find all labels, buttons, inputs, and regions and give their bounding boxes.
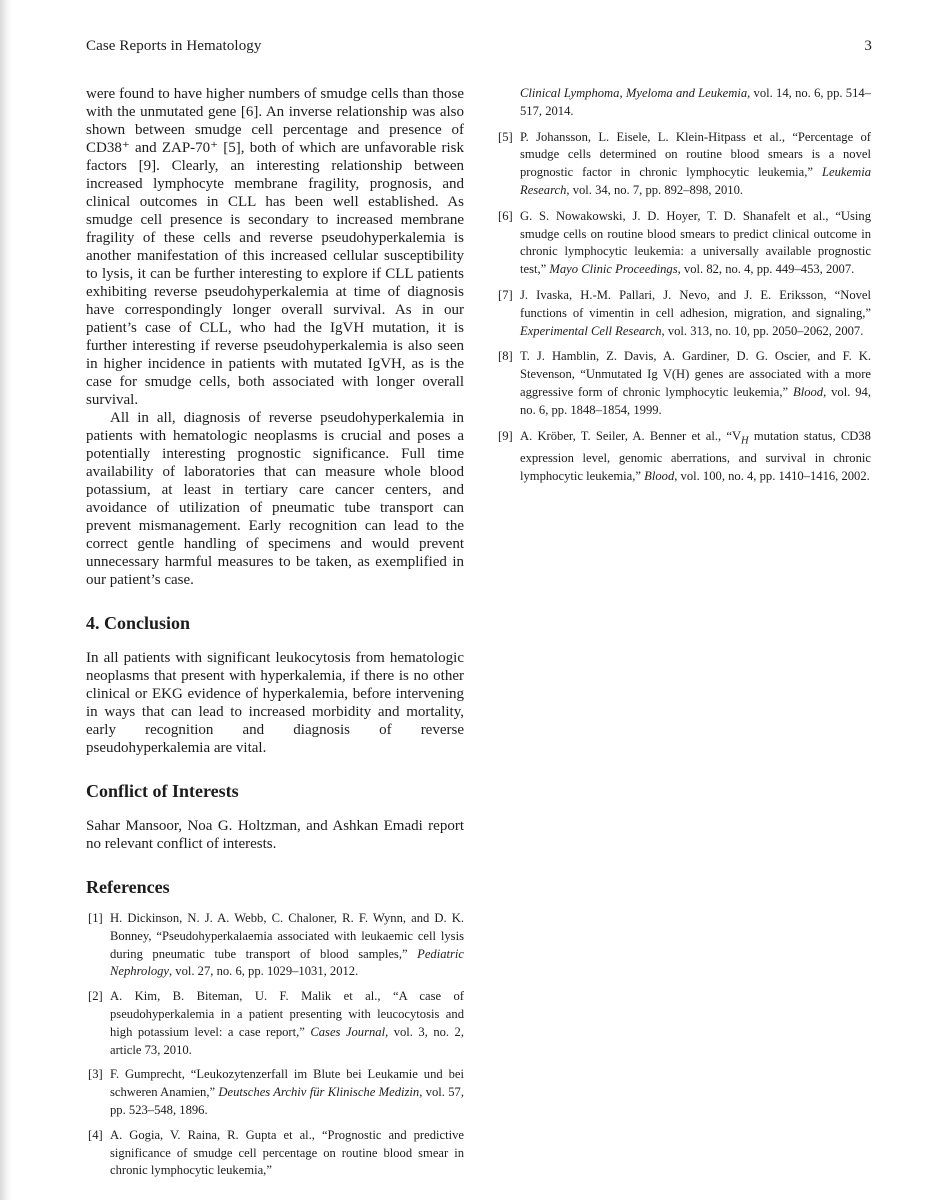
reference-item (86, 910, 464, 981)
body-paragraph-1: were found to have higher numbers of smudge cells than those with the unmutated gene [6]. An inverse relationship was also shown between smudge cell percentage and presence of CD38⁺ and ZAP-70⁺ [5], both of which are unfavorable risk factors [9]. Clearly, an interesting relationship between increased lymphocyte membrane fragility, prognosis, and clinical outcomes in CLL has been well established. As smudge cell presence is secondary to increased membrane fragility of these cells and reverse pseudohyperkalemia is another manifestation of this increased cellular susceptibility to lysis, it can be further interesting to explore if CLL patients exhibiting reverse pseudohyperkalemia at time of diagnosis have correspondingly longer overall survival. As in our patient’s case of CLL, who had the IgVH mutation, it is further interesting if reverse pseudohyperkalemia is also seen in higher incidence in patients with mutated IgVH, as is the case for smudge cells, both associated with longer overall survival. (86, 86, 464, 408)
reference-details: , vol. 82, no. 4, pp. 449–453, 2007. (677, 262, 855, 277)
reference-journal: Leukemia Research (520, 165, 871, 197)
reference-item (496, 129, 871, 200)
reference-number: [7] (498, 287, 513, 302)
reference-details: , vol. 57, pp. 523–548, 1896. (110, 1085, 464, 1117)
reference-journal: Mayo Clinic Proceedings (549, 262, 678, 277)
reference-journal: Cases Journal (310, 1024, 386, 1039)
reference-item (496, 428, 871, 486)
reference-number: [3] (88, 1067, 103, 1082)
reference-item (496, 287, 871, 340)
reference-details: , vol. 313, no. 10, pp. 2050–2062, 2007. (661, 323, 864, 338)
references-heading: References (86, 877, 170, 897)
conflict-heading: Conflict of Interests (86, 781, 239, 801)
reference-journal: Experimental Cell Research (520, 323, 662, 338)
reference-details: , vol. 34, no. 7, pp. 892–898, 2010. (566, 182, 744, 197)
reference-number: [2] (88, 989, 103, 1004)
right-column (496, 85, 871, 493)
journal-title: Case Reports in Hematology (86, 38, 262, 54)
reference-text: G. S. Nowakowski, J. D. Hoyer, T. D. Shanafelt et al., “Using smudge cells on routine blood smears to predict clinical outcome in chronic lymphocytic leukemia: a universally available prognostic test,” (520, 208, 871, 277)
reference-journal: Pediatric Nephrology (110, 946, 464, 979)
reference-text-cont: mutation status, CD38 expression level, genomic aberrations, and survival in chronic lymphocytic leukemia,” (520, 428, 871, 483)
reference-number: [1] (88, 911, 103, 925)
reference-journal: Blood (793, 384, 824, 399)
reference-text: P. Johansson, L. Eisele, L. Klein-Hitpass et al., “Percentage of smudge cells determined on routine blood smears is a novel prognostic factor in chronic lymphocytic leukemia,” (520, 129, 871, 180)
reference-number: [5] (498, 129, 513, 144)
reference-details: , vol. 27, no. 6, pp. 1029–1031, 2012. (169, 964, 359, 979)
reference-number: [8] (498, 349, 513, 364)
reference-item (496, 348, 871, 419)
reference-text: T. J. Hamblin, Z. Davis, A. Gardiner, D. G. Oscier, and F. K. Stevenson, “Unmutated Ig V(H) genes are associated with a more aggressive form of chronic lymphocytic leukemia,” (520, 349, 871, 399)
conclusion-paragraph: In all patients with significant leukocytosis from hematologic neoplasms that present with hyperkalemia, if there is no other clinical or EKG evidence of hyperkalemia, before intervening in ways that can lead to increased morbidity and mortality, early recognition and diagnosis of reverse pseudohyperkalemia are vital. (86, 650, 464, 756)
reference-number: [4] (88, 1127, 103, 1142)
reference-item (496, 208, 871, 279)
reference-journal: Blood (644, 468, 675, 483)
reference-item (86, 1066, 464, 1119)
page-edge-shadow (0, 0, 12, 1200)
left-column (86, 85, 464, 589)
reference-item (86, 1127, 464, 1180)
reference-text: A. Gogia, V. Raina, R. Gupta et al., “Prognostic and predictive significance of smudge cell percentage on routine blood smear in chronic lymphocytic leukemia,” (110, 1127, 464, 1178)
body-paragraph-2: All in all, diagnosis of reverse pseudohyperkalemia in patients with hematologic neoplasms is crucial and poses a potentially interesting prognostic significance. Full time availability of laboratories that can measure whole blood potassium, at least in tertiary care cancer centers, and avoidance of utilization of pneumatic tube transport can prevent mismanagement. Early recognition can lead to the correct gentle handling of specimens and would prevent unnecessary harmful measures to be taken, as exemplified in our patient’s case. (86, 410, 464, 588)
reference-number: [9] (498, 428, 513, 443)
references-list-left (86, 910, 464, 1187)
reference-text: A. Kröber, T. Seiler, A. Benner et al., “V (520, 428, 742, 443)
reference-continuation (496, 85, 871, 121)
reference-details: , vol. 94, no. 6, pp. 1848–1854, 1999. (520, 384, 871, 417)
references-list-right (496, 129, 871, 486)
reference-number: [6] (498, 208, 513, 223)
reference-text: J. Ivaska, H.-M. Pallari, J. Nevo, and J. E. Eriksson, “Novel functions of vimentin in cell adhesion, migration, and signaling,” (520, 287, 871, 320)
reference-item (86, 988, 464, 1059)
reference-subscript: H (741, 435, 749, 447)
conflict-paragraph: Sahar Mansoor, Noa G. Holtzman, and Ashkan Emadi report no relevant conflict of interests. (86, 818, 464, 852)
reference-text: A. Kim, B. Biteman, U. F. Malik et al., “A case of pseudohyperkalemia in a patient presenting with leucocytosis and high potassium level: a case report,” (110, 989, 464, 1039)
reference-details: , vol. 100, no. 4, pp. 1410–1416, 2002. (674, 468, 870, 483)
reference-text: H. Dickinson, N. J. A. Webb, C. Chaloner, R. F. Wynn, and D. K. Bonney, “Pseudohyperkalaemia associated with leukaemic cell lysis during pneumatic tube transport of blood samples,” (110, 911, 464, 961)
conclusion-heading: 4. Conclusion (86, 613, 191, 633)
reference-details: , vol. 3, no. 2, article 73, 2010. (110, 1024, 464, 1057)
page-number: 3 (864, 38, 872, 54)
reference-details: , vol. 14, no. 6, pp. 514–517, 2014. (520, 86, 871, 118)
reference-journal: Deutsches Archiv für Klinische Medizin (218, 1085, 420, 1100)
reference-journal: Clinical Lymphoma, Myeloma and Leukemia (520, 86, 748, 100)
reference-text: F. Gumprecht, “Leukozytenzerfall im Blute bei Leukamie und bei schweren Anamien,” (110, 1067, 464, 1100)
